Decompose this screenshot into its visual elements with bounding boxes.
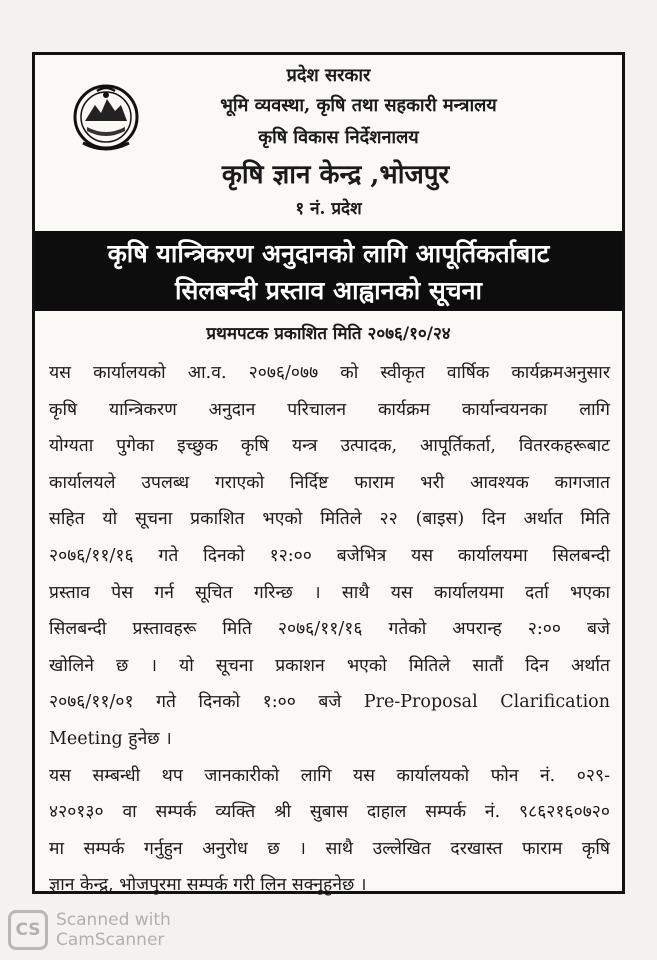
- body-line: प्रस्ताव पेस गर्न सूचित गरिन्छ । साथै यस कार्यालयमा दर्ता भएका: [49, 582, 610, 603]
- body-line: २०७६/११/१६ गते दिनको १२:०० बजेभित्र यस कार्यालयमा सिलबन्दी: [49, 545, 610, 566]
- ministry-name: भूमि व्यवस्था, कृषि तथा सहकारी मन्त्रालय: [220, 95, 497, 116]
- body-line: कृषि यान्त्रिकरण अनुदान परिचालन कार्यक्रम कार्यान्वयनका लागि: [49, 399, 610, 420]
- camscanner-watermark: [8, 908, 188, 952]
- province-government: प्रदेश सरकार: [286, 65, 371, 86]
- notice-frame: [32, 52, 625, 894]
- notice-title-line-1: कृषि यान्त्रिकरण अनुदानको लागि आपूर्तिकर्ताबाट: [107, 239, 550, 268]
- notice-title-line-2: सिलबन्दी प्रस्ताव आह्वानको सूचना: [174, 276, 483, 305]
- published-date: प्रथमपटक प्रकाशित मिति २०७६/१०/२४: [206, 324, 451, 344]
- body-line: Meeting हुनेछ ।: [49, 728, 172, 749]
- notice-header: [35, 55, 622, 227]
- body-line: यस सम्बन्धी थप जानकारीको लागि यस कार्यालयको फोन नं. ०२९-: [49, 765, 610, 786]
- body-line: योग्यता पुगेका इच्छुक कृषि यन्त्र उत्पादक, आपूर्तिकर्ता, वितरकहरूबाट: [49, 436, 610, 457]
- watermark-line-1: Scanned with: [56, 910, 171, 930]
- notice-title-banner: [35, 231, 622, 311]
- body-line: खोलिने छ । यो सूचना प्रकाशन भएको मितिले सातौं दिन अर्थात: [49, 655, 610, 676]
- body-line: सहित यो सूचना प्रकाशित भएको मितिले २२ (बाइस) दिन अर्थात मिति: [49, 509, 610, 530]
- directorate-name: कृषि विकास निर्देशनालय: [258, 127, 419, 148]
- body-line: सिलबन्दी प्रस्तावहरू मिति २०७६/११/१६ गतेको अपरान्ह २:०० बजे: [49, 619, 610, 640]
- watermark-line-2: CamScanner: [56, 930, 165, 950]
- body-line: ज्ञान केन्द्र, भोजपुरमा सम्पर्क गरी लिन सक्नुहुनेछ ।: [49, 875, 367, 896]
- body-line: मा सम्पर्क गर्नुहुन अनुरोध छ । साथै उल्लेखित दरखास्त फाराम कृषि: [49, 838, 610, 859]
- office-name: कृषि ज्ञान केन्द्र ,भोजपुर: [221, 160, 450, 190]
- body-line: कार्यालयले उपलब्ध गराएको निर्दिष्ट फाराम भरी आवश्यक कागजात: [49, 472, 610, 493]
- province-number: १ नं. प्रदेश: [295, 199, 362, 219]
- notice-body: [49, 355, 610, 904]
- body-line: २०७६/११/०१ गते दिनको १:०० बजे Pre-Proposal Clarification: [49, 692, 610, 713]
- camscanner-logo-icon: CS: [8, 910, 48, 950]
- body-line: यस कार्यालयको आ.व. २०७६/०७७ को स्वीकृत वार्षिक कार्यक्रमअनुसार: [49, 363, 610, 383]
- body-line: ४२०१३० वा सम्पर्क व्यक्ति श्री सुबास दाहाल सम्पर्क नं. ९८६२१६०७२०: [49, 802, 610, 823]
